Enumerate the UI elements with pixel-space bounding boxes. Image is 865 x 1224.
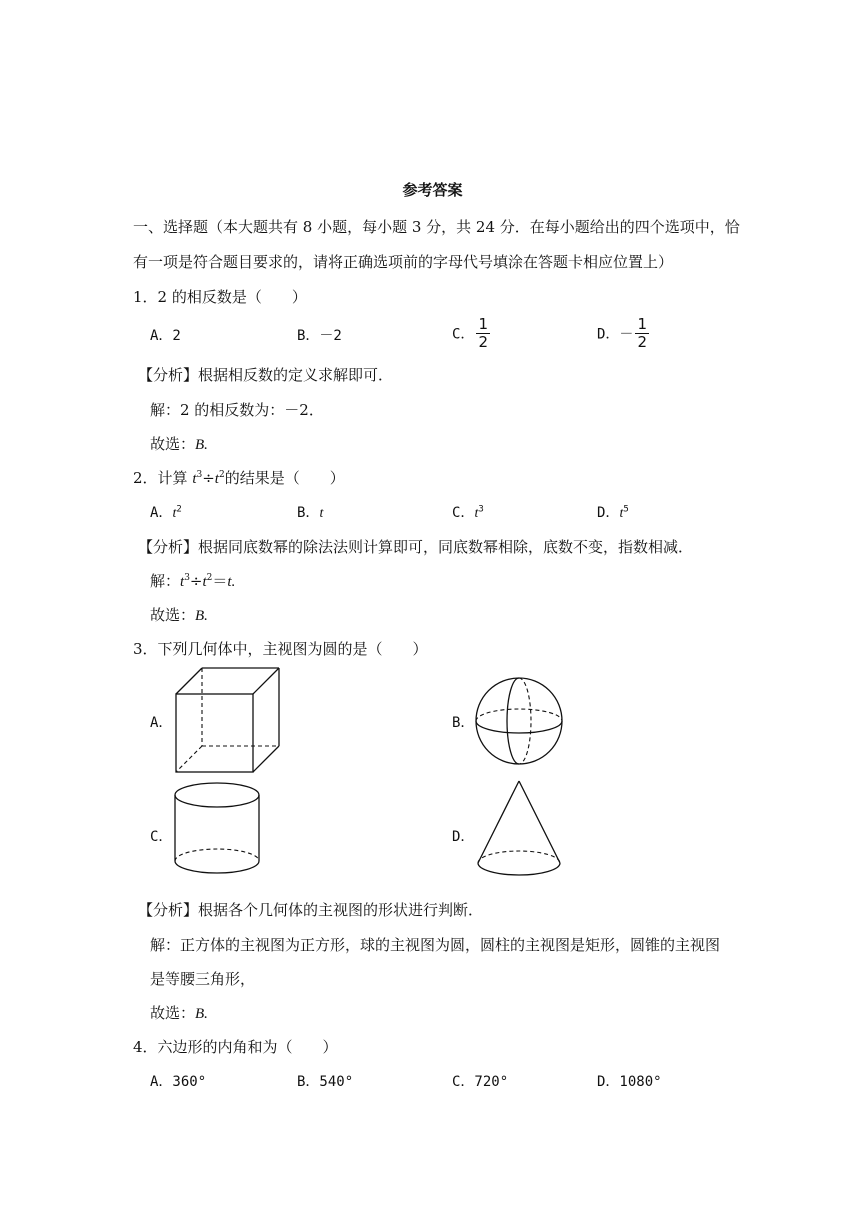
page-title: 参考答案 [402,181,463,199]
answer-letter: B. [195,437,208,453]
answer-prefix: 故选： [150,606,196,624]
fraction-denominator: 2 [637,333,647,351]
answer-letter: B. [195,1006,208,1022]
answer-prefix: 故选： [150,1004,196,1022]
q2-answer [150,604,208,625]
option-label: D． [597,505,620,521]
q1-option-c-label: C． [452,326,475,343]
option-base: t [474,506,479,521]
answer-prefix: 故选： [150,435,196,453]
div-sign: ÷ [202,469,215,487]
answer-letter: B. [195,608,208,624]
q1-analysis: 【分析】根据相反数的定义求解即可． [138,366,394,384]
option-label: B． [297,505,320,521]
q4-option-a: A．360° [150,1074,207,1090]
option-exponent: 2 [176,504,182,515]
solution-prefix: 解： [150,572,181,590]
option-label: A． [150,505,173,521]
q1-option-d [597,317,649,350]
expr-exponent: 3 [184,573,190,583]
expr-base: t [214,471,219,487]
q4-option-d: D．1080° [597,1074,662,1090]
q1-answer [150,433,208,454]
fraction-denominator: 2 [478,333,488,351]
q2-option-d [597,502,629,522]
cone-icon [474,778,564,882]
q3-solution-line2: 是等腰三角形， [150,970,256,988]
section-header-line2: 有一项是符合题目要求的，请将正确选项前的字母代号填涂在答题卡相应位置上） [133,253,674,271]
q4-option-b: B．540° [297,1074,354,1090]
q2-analysis: 【分析】根据同底数幂的除法法则计算即可，同底数幂相除，底数不变，指数相减． [138,538,694,556]
expr-exponent: 2 [206,573,213,583]
expr-base: t [180,574,185,590]
option-base: t [319,506,324,521]
cylinder-icon [172,780,262,878]
cube-icon [172,664,284,776]
q3-option-c: C． [150,829,173,845]
fraction-numerator: 1 [478,315,488,333]
solution-result: t. [227,574,236,590]
equals-sign: ＝ [212,572,228,590]
q2-option-c [452,502,484,522]
q4-stem: 4．六边形的内角和为（ ） [133,1038,338,1056]
expr-base: t [192,471,197,487]
q3-option-a: A． [150,715,173,731]
div-sign: ÷ [189,572,203,590]
q2-option-b [297,502,323,522]
option-label: C． [452,505,475,521]
option-exponent: 5 [623,504,629,515]
sphere-icon [472,674,566,768]
q3-solution-line1: 解：正方体的主视图为正方形，球的主视图为圆，圆柱的主视图是矩形，圆锥的主视图 [150,936,721,954]
q3-answer [150,1002,208,1023]
q2-stem [133,467,345,488]
q3-option-b: B． [452,715,475,731]
q1-solution: 解：2 的相反数为：－2． [150,401,324,419]
expr-exponent: 2 [218,470,225,480]
q3-option-d: D． [452,829,475,845]
q1-option-d-fraction [635,317,649,350]
q1-option-c-fraction [476,317,490,350]
stem-prefix: 2．计算 [133,469,193,487]
q1-option-b: B．－2 [297,328,342,344]
option-base: t [172,506,177,521]
q1-option-d-label: D．－ [597,326,634,343]
q1-stem: 1．2 的相反数是（ ） [133,288,307,306]
section-header-line1: 一、选择题（本大题共有 8 小题，每小题 3 分，共 24 分．在每小题给出的四个选项中，恰 [133,218,740,236]
option-exponent: 3 [478,504,484,515]
fraction-numerator: 1 [637,315,647,333]
q2-option-a [150,502,182,522]
q4-option-c: C．720° [452,1074,509,1090]
expr-base: t [202,574,207,590]
q1-option-c [452,317,490,350]
q3-analysis: 【分析】根据各个几何体的主视图的形状进行判断． [138,901,484,919]
q1-option-a: A．2 [150,328,181,344]
expr-exponent: 3 [196,470,203,480]
q3-stem: 3．下列几何体中，主视图为圆的是（ ） [133,640,428,658]
q2-solution [150,570,235,591]
option-base: t [619,506,624,521]
stem-suffix: 的结果是（ ） [224,469,345,487]
